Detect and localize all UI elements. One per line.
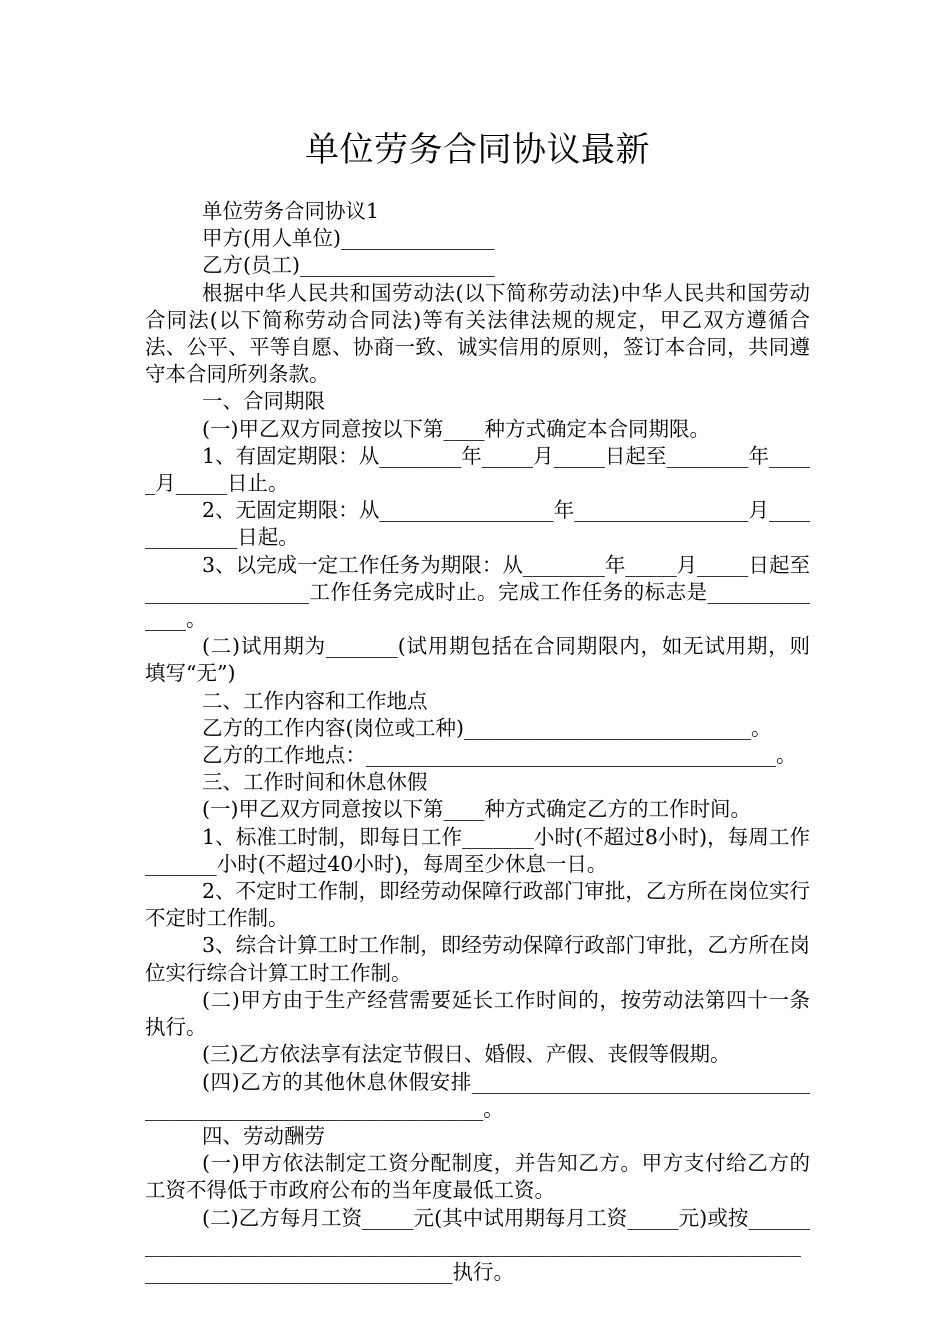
clause-overtime: (二)甲方由于生产经营需要延长工作时间的，按劳动法第四十一条执行。 <box>145 987 810 1040</box>
clause-flexible-hours: 2、不定时工作制，即经劳动保障行政部门审批，乙方所在岗位实行不定时工作制。 <box>145 879 810 931</box>
clause-work-content: 乙方的工作内容(岗位或工种)____________________________。 <box>202 715 772 740</box>
clause-probation: (二)试用期为_______(试用期包括在合同期限内，如无试用期，则填写“无”) <box>145 634 810 686</box>
section-heading-pay: 四、劳动酬劳 <box>202 1123 325 1148</box>
clause-task-term: 3、以完成一定工作任务为期限：从________年_____月_____日起至________________工作任务完成时止。完成工作任务的标志是______________。 <box>145 552 810 632</box>
party-b-line: 乙方(员工)___________________ <box>202 253 495 278</box>
clause-holidays: (三)乙方依法享有法定节假日、婚假、产假、丧假等假期。 <box>202 1042 731 1067</box>
clause-term-method: (一)甲乙双方同意按以下第____种方式确定本合同期限。 <box>202 416 710 441</box>
clause-fixed-term: 1、有固定期限：从________年_____月_____日起至________年_____月_____日止。 <box>145 443 810 496</box>
section-heading-work: 二、工作内容和工作地点 <box>202 688 428 713</box>
clause-wage-policy: (一)甲方依法制定工资分配制度，并告知乙方。甲方支付给乙方的工资不得低于市政府公布的当年度最低工资。 <box>145 1151 810 1203</box>
document-title: 单位劳务合同协议最新 <box>305 130 650 170</box>
clause-standard-hours: 1、标准工时制，即每日工作_______小时(不超过8小时)，每周工作_______小时(不超过40小时)，每周至少休息一日。 <box>145 824 810 876</box>
clause-hours-method: (一)甲乙双方同意按以下第____种方式确定乙方的工作时间。 <box>202 797 751 822</box>
party-a-line: 甲方(用人单位)_______________ <box>202 226 495 251</box>
clause-work-location: 乙方的工作地点：________________________________________。 <box>202 743 797 768</box>
clause-monthly-wage: (二)乙方每月工资_____元(其中试用期每月工资_____元)或按____________________________________________________________________________________________________执行。 <box>145 1205 810 1284</box>
contract-heading: 单位劳务合同协议1 <box>202 199 380 223</box>
preamble-paragraph: 根据中华人民共和国劳动法(以下简称劳动法)中华人民共和国劳动合同法(以下简称劳动合同法)等有关法律法规的规定，甲乙双方遵循合法、公平、平等自愿、协商一致、诚实信用的原则，签订本合同，共同遵守本合同所列条款。 <box>145 280 810 387</box>
document-body <box>145 198 810 1286</box>
section-heading-hours: 三、工作时间和休息休假 <box>202 770 428 795</box>
clause-comprehensive-hours: 3、综合计算工时工作制，即经劳动保障行政部门审批，乙方所在岗位实行综合计算工时工作制。 <box>145 933 810 985</box>
clause-open-term: 2、无固定期限：从_________________年_________________月_____________日起。 <box>145 498 810 550</box>
clause-other-leave: (四)乙方的其他休息休假安排__________________________________________________________________。 <box>145 1069 810 1121</box>
section-heading-term: 一、合同期限 <box>202 389 325 414</box>
